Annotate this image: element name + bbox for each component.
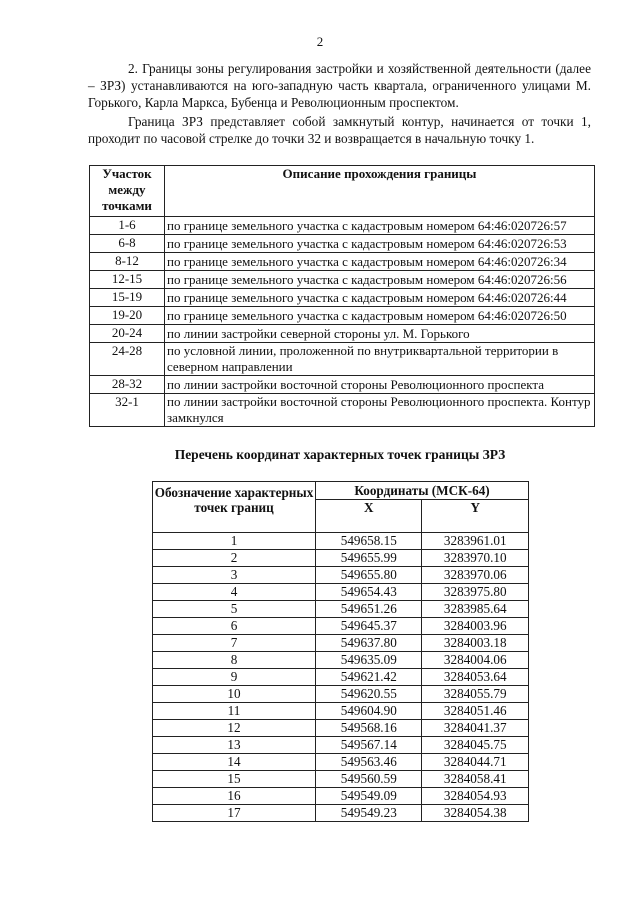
table-row xyxy=(153,567,529,584)
y-coordinate-cell: 3283970.10 xyxy=(422,550,529,567)
table-row xyxy=(153,652,529,669)
table-row xyxy=(153,584,529,601)
header-section: Участок между точками xyxy=(90,166,165,217)
section-cell: 20-24 xyxy=(90,325,165,343)
y-coordinate-cell: 3284045.75 xyxy=(422,737,529,754)
table-row xyxy=(90,271,595,289)
point-number-cell: 2 xyxy=(153,550,316,567)
table-row xyxy=(153,737,529,754)
boundary-table-header xyxy=(90,166,595,217)
point-number-cell: 14 xyxy=(153,754,316,771)
y-coordinate-cell: 3284041.37 xyxy=(422,720,529,737)
y-coordinate-cell: 3284053.64 xyxy=(422,669,529,686)
table-row xyxy=(153,771,529,788)
table-row xyxy=(153,754,529,771)
table-row xyxy=(90,325,595,343)
x-coordinate-cell: 549604.90 xyxy=(316,703,422,720)
x-coordinate-cell: 549620.55 xyxy=(316,686,422,703)
description-cell: по границе земельного участка с кадастровым номером 64:46:020726:34 xyxy=(165,253,595,271)
point-number-cell: 5 xyxy=(153,601,316,618)
point-number-cell: 13 xyxy=(153,737,316,754)
section-cell: 28-32 xyxy=(90,376,165,394)
table-row xyxy=(153,686,529,703)
x-coordinate-cell: 549655.99 xyxy=(316,550,422,567)
x-coordinate-cell: 549654.43 xyxy=(316,584,422,601)
table-row xyxy=(90,217,595,235)
coords-table-title: Перечень координат характерных точек границы ЗРЗ xyxy=(174,447,506,462)
point-number-cell: 12 xyxy=(153,720,316,737)
description-cell: по линии застройки восточной стороны Революционного проспекта xyxy=(165,376,595,394)
y-coordinate-cell: 3284044.71 xyxy=(422,754,529,771)
x-coordinate-cell: 549655.80 xyxy=(316,567,422,584)
description-cell: по линии застройки северной стороны ул. М. Горького xyxy=(165,325,595,343)
section-cell: 1-6 xyxy=(90,217,165,235)
x-coordinate-cell: 549645.37 xyxy=(316,618,422,635)
table-row xyxy=(153,618,529,635)
table-row xyxy=(90,253,595,271)
table-row xyxy=(153,635,529,652)
point-number-cell: 6 xyxy=(153,618,316,635)
description-cell: по границе земельного участка с кадастровым номером 64:46:020726:57 xyxy=(165,217,595,235)
point-number-cell: 4 xyxy=(153,584,316,601)
point-number-cell: 7 xyxy=(153,635,316,652)
point-number-cell: 15 xyxy=(153,771,316,788)
point-number-cell: 8 xyxy=(153,652,316,669)
y-coordinate-cell: 3284054.38 xyxy=(422,805,529,822)
table-row xyxy=(153,703,529,720)
boundary-description-table xyxy=(89,165,595,427)
paragraph-zone-boundaries: 2. Границы зоны регулирования застройки и хозяйственной деятельности (далее – ЗРЗ) устанавливаются на юго-западную часть квартала, ограниченного улицами М. Горького, Карла Маркса, Бубенца и Революционным проспектом. xyxy=(88,61,591,110)
y-coordinate-cell: 3284051.46 xyxy=(422,703,529,720)
table-row xyxy=(90,343,595,376)
y-coordinate-cell: 3284058.41 xyxy=(422,771,529,788)
table-row xyxy=(90,376,595,394)
table-row xyxy=(90,235,595,253)
x-coordinate-cell: 549568.16 xyxy=(316,720,422,737)
table-row xyxy=(153,805,529,822)
y-coordinate-cell: 3284054.93 xyxy=(422,788,529,805)
section-cell: 15-19 xyxy=(90,289,165,307)
x-coordinate-cell: 549549.09 xyxy=(316,788,422,805)
description-cell: по границе земельного участка с кадастровым номером 64:46:020726:56 xyxy=(165,271,595,289)
section-cell: 24-28 xyxy=(90,343,165,376)
paragraph-contour: Граница ЗРЗ представляет собой замкнутый контур, начинается от точки 1, проходит по часовой стрелке до точки 32 и возвращается в начальную точку 1. xyxy=(88,114,591,146)
table-row xyxy=(153,550,529,567)
y-coordinate-cell: 3284003.96 xyxy=(422,618,529,635)
point-number-cell: 9 xyxy=(153,669,316,686)
point-number-cell: 16 xyxy=(153,788,316,805)
y-coordinate-cell: 3283970.06 xyxy=(422,567,529,584)
point-number-cell: 3 xyxy=(153,567,316,584)
x-coordinate-cell: 549549.23 xyxy=(316,805,422,822)
y-coordinate-cell: 3284055.79 xyxy=(422,686,529,703)
table-row xyxy=(90,394,595,427)
y-coordinate-cell: 3283985.64 xyxy=(422,601,529,618)
table-row xyxy=(153,720,529,737)
x-coordinate-cell: 549560.59 xyxy=(316,771,422,788)
x-coordinate-cell: 549658.15 xyxy=(316,533,422,550)
point-number-cell: 11 xyxy=(153,703,316,720)
point-number-cell: 1 xyxy=(153,533,316,550)
description-cell: по условной линии, проложенной по внутриквартальной территории в северном направлении xyxy=(165,343,595,376)
y-coordinate-cell: 3283961.01 xyxy=(422,533,529,550)
table-row xyxy=(90,307,595,325)
section-cell: 12-15 xyxy=(90,271,165,289)
table-row xyxy=(153,669,529,686)
x-coordinate-cell: 549567.14 xyxy=(316,737,422,754)
y-coordinate-cell: 3284003.18 xyxy=(422,635,529,652)
header-y: Y xyxy=(422,500,529,533)
table-row xyxy=(153,533,529,550)
section-cell: 32-1 xyxy=(90,394,165,427)
description-cell: по линии застройки восточной стороны Революционного проспекта. Контур замкнулся xyxy=(165,394,595,427)
x-coordinate-cell: 549651.26 xyxy=(316,601,422,618)
header-coordinates: Координаты (МСК-64) xyxy=(316,482,529,500)
section-cell: 6-8 xyxy=(90,235,165,253)
x-coordinate-cell: 549635.09 xyxy=(316,652,422,669)
point-number-cell: 17 xyxy=(153,805,316,822)
section-cell: 19-20 xyxy=(90,307,165,325)
y-coordinate-cell: 3283975.80 xyxy=(422,584,529,601)
section-cell: 8-12 xyxy=(90,253,165,271)
point-number-cell: 10 xyxy=(153,686,316,703)
x-coordinate-cell: 549563.46 xyxy=(316,754,422,771)
coordinates-table xyxy=(152,481,529,822)
y-coordinate-cell: 3284004.06 xyxy=(422,652,529,669)
header-x: X xyxy=(316,500,422,533)
page-number: 2 xyxy=(316,34,324,49)
x-coordinate-cell: 549637.80 xyxy=(316,635,422,652)
table-row xyxy=(90,289,595,307)
table-row xyxy=(153,601,529,618)
description-cell: по границе земельного участка с кадастровым номером 64:46:020726:44 xyxy=(165,289,595,307)
header-point-name: Обозначение характерных точек границ xyxy=(153,482,316,533)
coords-header-row-1 xyxy=(153,482,529,500)
description-cell: по границе земельного участка с кадастровым номером 64:46:020726:53 xyxy=(165,235,595,253)
description-cell: по границе земельного участка с кадастровым номером 64:46:020726:50 xyxy=(165,307,595,325)
header-description: Описание прохождения границы xyxy=(165,166,595,217)
table-row xyxy=(153,788,529,805)
x-coordinate-cell: 549621.42 xyxy=(316,669,422,686)
